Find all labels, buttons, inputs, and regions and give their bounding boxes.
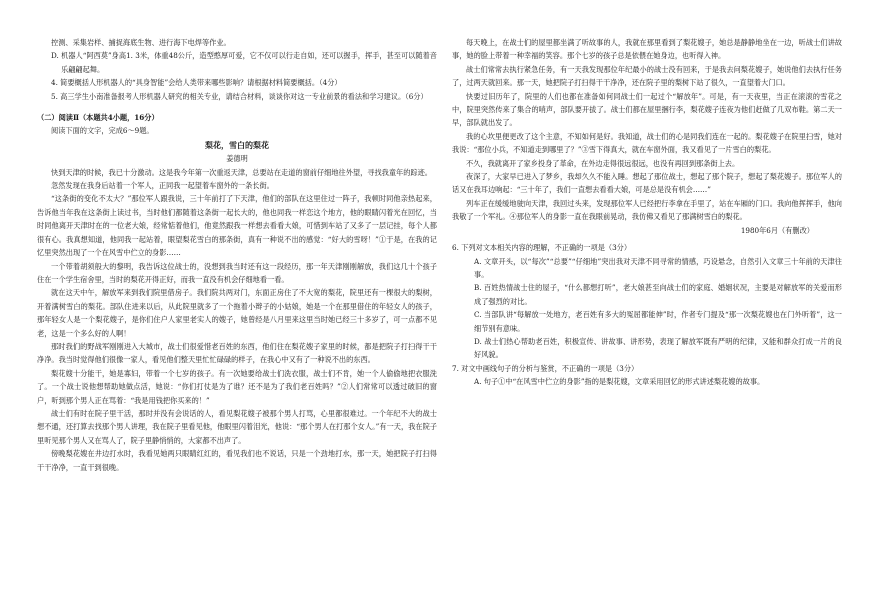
section-heading: （二）阅读Ⅱ（本题共4小题，16分） — [37, 113, 159, 123]
story-paragraph: 我的心坎里便更改了这个主意，不知如何是好。我知道，战士们的心是同我们连在一起的。梨花嫂子在院里扫雪，她对我说：“那位小兵，不知道走到哪里了？”③雪下得真大，就在车窗外面，我又看见了一片雪白的梨花。 — [452, 131, 842, 155]
question-5: 5. 高三学生小南准备报考人形机器人研究的相关专业，请结合材料，谈谈你对这一专业前景的看法和学习建议。（6分） — [51, 91, 428, 101]
story-paragraph: 战士们常常去执行紧急任务，有一天我发现那位年纪最小的战士没有回来，于是我去问梨花嫂子，她说他们去执行任务了，过两天就回来。那一天，她把院子打扫得干干净净，还在院子里的梨树下站了很久，一直望着大门口。 — [452, 64, 842, 88]
story-paragraph: 傍晚梨花嫂在井边打水时，我看见她两只眼睛红红的，看见我们也不说话，只是一个劲地打水，那一天，她把院子打扫得干干净净，一直干到很晚。 — [37, 449, 437, 472]
story-paragraph: “这条街的变化不太大？”那位军人跟我说，三十年前打了下天津，他们的部队在这里住过一阵子，我顿时同他亲热起来，告诉他当年我在这条街上读过书，当时他们都随着这条街一起长大的，他也同我一样恋这个地方，他的眼睛闪着光在回忆，当时同他离开天津时在的一位老大娘，经常惦着他们，他竟然跟我一样想去看看大娘，可惜到车站了又多了一层记挂，每个人都很有心。我真想知道，他同我一起站着，眼望梨花雪白的那条街，真有一种说不出的感觉：“好大的雪呀！”①于是，在我的记忆里突然出现了一个在风雪中伫立的身影…… — [37, 194, 437, 258]
story-paragraph: 每天晚上，在战士们的屋里都坐满了听故事的人，我就在那里看到了梨花嫂子，她总是静静地坐在一边，听战士们讲故事，她的脸上带着一种幸福的笑容。那个七岁的孩子总是依偎在她身边，也听得入神。 — [452, 38, 842, 61]
story-paragraph: 一个带着胡须般大的黎明，我告诉这位战士的，没想到我当时还有这一段经历，那一年天津刚刚解放，我们这几十个孩子住在一个学生宿舍里，当时的梨花开得正好，而我一直没有机会仔细地看一看。 — [37, 261, 437, 284]
question-text: 控测、采集岩样、捕捉海底生物、进行海下电焊等作业。 — [51, 38, 231, 47]
question-6-stem: 6. 下列对文本相关内容的理解，不正确的一项是（3分） — [452, 243, 632, 253]
story-paragraph: 就在这天中午，解放军来到我们院里借房子。我们院共两对门，东面正房住了不大宽的梨花，院里还有一棵很大的梨树，开着满树雪白的梨花。部队住进来以后，从此院里就多了一个拖着小辫子的小姑娘，她是一个在那里借住的年轻女人的孩子，那年轻女人是一个梨花嫂子，是你们住户人家里老实人的嫂子，她曾经是八月里来这里当时她已经三十多岁了，可一点都不见老，这是一个多么好的人啊！ — [37, 288, 437, 338]
story-paragraph: 战士们有时在院子里干活，那时并没有会说话的人，看见梨花嫂子被那个男人打骂，心里都很难过。一个年纪不大的战士想不通，还打算去找那个男人讲理，我在院子里看见他，他眼里闪着泪光，他说：“那个男人在打那个女人。”有一天，我在院子里听见那个男人又在骂人了，院子里静悄悄的，大家都不出声了。 — [37, 408, 437, 445]
question-6-option-b: B. 百姓热情战士住的屋子，“什么都想打听”，老大娘甚至向战士们的家庭、婚姻状况，主要是对解放军的关爱而形成了强烈的对比。 — [474, 283, 842, 306]
right-column — [452, 36, 842, 389]
story-author: 姜德明 — [226, 154, 248, 164]
section-intro: 阅读下面的文字，完成6～9题。 — [51, 126, 154, 136]
question-6-option-c: C. 当部队讲“每解放一处地方，老百姓有多大的冤屈都能伸”时，作者专门提及“那一次梨花嫂也在门外听着”，这一细节别有意味。 — [474, 310, 842, 333]
question-7-option-a: A. 句子①中“在风雪中伫立的身影”指的是梨花嫂，文章采用回忆的形式讲述梨花嫂的故事。 — [474, 377, 765, 387]
story-paragraph: 那时我们的野战军刚刚进入大城市，战士们很爱惜老百姓的东西，他们住在梨花嫂子家里的时候，都是把院子打扫得干干净净。我当时觉得他们很像一家人，看见他们整天里忙忙碌碌的样子，在我心中又有了一种说不出的东西。 — [37, 341, 437, 365]
story-paragraph: 列车正在缓缓地驶向天津，我回过头来，发现那位军人已经把行李拿在手里了，站在车厢的门口。我向他挥挥手，他向我敬了一个军礼。④那位军人的身影一直在我眼前晃动，我仿佛又看见了那满树雪白的梨花。 — [452, 198, 842, 222]
story-paragraph: 快到天津的时候，我已十分激动。这是我今年第一次重返天津，总要站在走道的窗前仔细地往外望，寻找我童年的踪迹。 — [51, 167, 432, 177]
story-date: 1980年6月（有删改） — [740, 225, 814, 235]
story-paragraph: 忽然发现在我身后站着一个军人，正同我一起望着车窗外的一条长街。 — [51, 181, 274, 191]
story-paragraph: 夜深了，大家早已进入了梦乡，我却久久不能入睡。想起了那位战士，想起了那个院子，想起了梨花嫂子。那位军人的话又在我耳边响起：“三十年了，我们一直想去看看大娘，可是总是没有机会……” — [452, 172, 842, 195]
story-paragraph: 不久，我就离开了家乡投身了革命，在外边走得很远很远，也没有再回到那条街上去。 — [466, 158, 740, 168]
question-6-option-d: D. 战士们热心帮助老百姓，积极宣传、讲故事、讲形势，表现了解放军既有严明的纪律，又能和群众打成一片的良好风貌。 — [474, 336, 842, 360]
left-column — [37, 36, 437, 474]
question-6-option-a: A. 文章开头，以“每次”“总要”“仔细地”突出我对天津不同寻常的情感，巧设悬念，自然引入文章三十年前的天津往事。 — [474, 256, 842, 279]
story-paragraph: 梨花嫂十分能干，她是寡妇，带着一个七岁的孩子。有一次她要给战士们洗衣服，战士们不肯，她一个人偷偷地把衣服洗了。一个战士说他想帮助她做点活，她说：“你们打仗是为了谁？还不是为了我们老百姓吗？”②人们常常可以透过破旧的窗户，听到那个男人正在骂着：“我是用钱把你买来的！” — [37, 368, 437, 405]
question-7-stem: 7. 对文中画线句子的分析与鉴赏，不正确的一项是（3分） — [452, 363, 639, 373]
story-title: 梨花，雪白的梨花 — [205, 139, 269, 150]
story-paragraph: 快要过旧历年了，院里的人们也都在准备如何同战士们一起过个“解放年”。可是，有一天夜里，当正在滚滚的雪花之中，院里突然传来了集合的哨声，部队要开拔了。战士们都在屋里捆行李，梨花嫂子连夜为他们赶做了几双布鞋。第二天一早，部队就出发了。 — [452, 91, 842, 128]
option-d: D. 机器人“阿西莫”身高1. 3米，体重48公斤，造型憨厚可爱，它不仅可以行走自如，还可以握手，挥手，甚至可以随着音乐翩翩起舞。 — [51, 51, 437, 74]
question-4: 4. 简要概括人形机器人的“具身智能”会给人类带来哪些影响？请根据材料简要概括。（4分） — [51, 78, 342, 88]
